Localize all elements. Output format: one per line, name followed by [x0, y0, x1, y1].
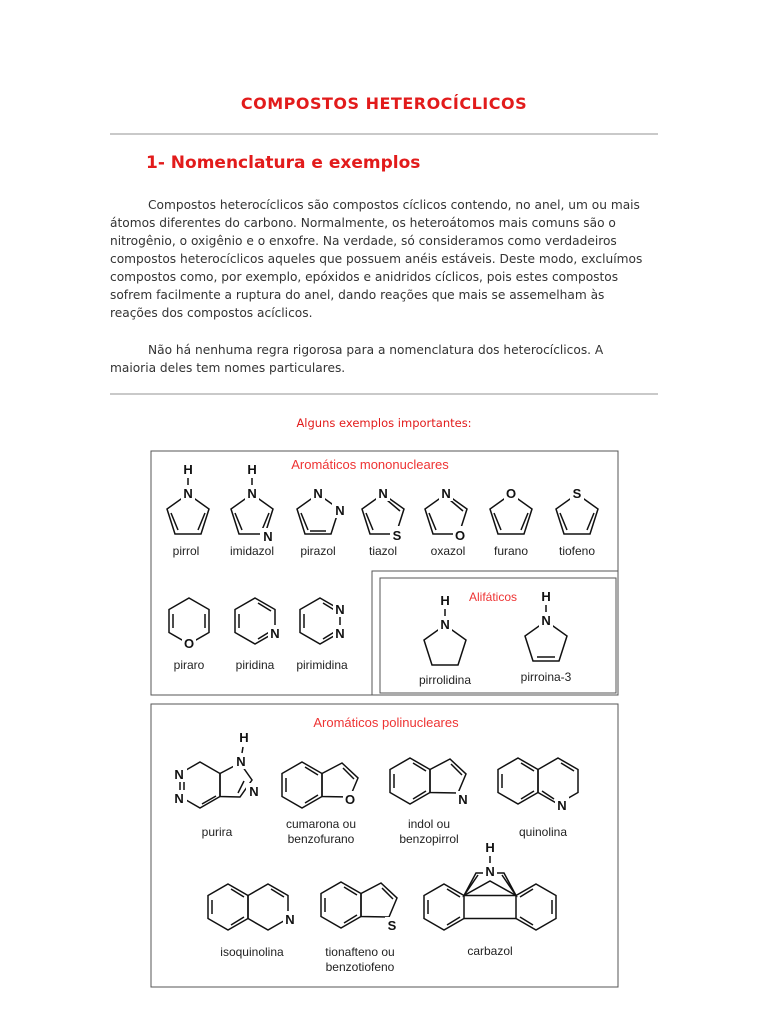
section-heading: 1- Nomenclatura e exemplos: [146, 153, 421, 173]
atom-h: H: [440, 593, 450, 608]
atom-n: N: [236, 754, 246, 769]
atom-s: S: [392, 528, 402, 543]
atom-n: N: [285, 912, 295, 927]
atom-h: H: [183, 462, 193, 477]
piraro-structure: [169, 598, 209, 651]
tiofeno-structure: [556, 485, 598, 534]
paragraph-2: Não há nenhuma regra rigorosa para a nomenclatura dos heterocíclicos. A maioria deles tem nomes particulares.: [110, 343, 604, 375]
atom-o: O: [183, 636, 195, 651]
atom-s: S: [387, 918, 397, 933]
aliphatic-title: Alifáticos: [468, 590, 518, 604]
indol-label-1: indol ou: [407, 817, 451, 831]
isoquinolina-label: isoquinolina: [220, 945, 284, 959]
carbazol-structure: [424, 840, 556, 930]
pirrolidina-label: pirrolidina: [418, 673, 472, 687]
tiofeno-label: tiofeno: [558, 544, 596, 558]
atom-n: N: [378, 486, 388, 501]
imidazol-label: imidazol: [229, 544, 275, 558]
quinolina-label: quinolina: [518, 825, 568, 839]
pirroina-label: pirroina-3: [520, 670, 572, 684]
atom-n: N: [440, 617, 450, 632]
atom-h: H: [541, 589, 551, 604]
mononuclear-title: Aromáticos mononucleares: [291, 457, 449, 472]
pirimidina-label: pirimidina: [296, 658, 348, 672]
atom-n: N: [263, 529, 273, 544]
carbazol-label: carbazol: [467, 944, 513, 958]
furano-label: furano: [493, 544, 529, 558]
atom-n: N: [174, 767, 184, 782]
atom-n: N: [441, 486, 451, 501]
atom-o: O: [505, 486, 517, 501]
cumarona-label-2: benzofurano: [287, 832, 355, 846]
cumarona-structure: [282, 762, 358, 808]
piridina-label: piridina: [235, 658, 275, 672]
atom-o: O: [454, 528, 466, 543]
tionafteno-label-2: benzotiofeno: [325, 960, 395, 974]
quinolina-structure: [498, 758, 578, 813]
purina-structure: [173, 730, 260, 808]
purina-label: purira: [201, 825, 233, 839]
atom-n: N: [458, 792, 468, 807]
atom-n: N: [335, 602, 345, 617]
atom-n: N: [485, 864, 495, 879]
atom-s: S: [572, 486, 582, 501]
atom-n: N: [335, 503, 345, 518]
atom-n: N: [249, 784, 259, 799]
pirimidina-structure: [300, 598, 347, 644]
atom-h: H: [485, 840, 495, 855]
page-title: COMPOSTOS HETEROCÍCLICOS: [240, 94, 528, 113]
indol-label-2: benzopirrol: [399, 832, 459, 846]
atom-n: N: [247, 486, 257, 501]
indol-structure: [390, 758, 470, 807]
atom-h: H: [247, 462, 257, 477]
atom-n: N: [174, 791, 184, 806]
atom-n: N: [335, 626, 345, 641]
oxazol-label: oxazol: [430, 544, 466, 558]
tionafteno-label-1: tionafteno ou: [325, 945, 395, 959]
pirazol-structure: [297, 485, 346, 534]
paragraph-1: Compostos heterocíclicos são compostos cíclicos contendo, no anel, um ou mais átomos diferentes do carbono. Normalmente, os heteroátomos mais comuns são o nitrogênio, o oxigênio e o enxofre. Na verdade, só consideramos como verdadeiros compostos heterocíclicos aqueles que possuem anéis estáveis. Deste modo, excluímos compostos como, por exemplo, epóxidos e anidridos cíclicos, pois estes compostos sofrem facilmente a ruptura do anel, dando reações que mais se assemelham às reações dos compostos acíclicos.: [110, 198, 643, 320]
figure-caption: Alguns exemplos importantes:: [296, 416, 472, 430]
atom-n: N: [183, 486, 193, 501]
piraro-label: piraro: [173, 658, 205, 672]
pirrol-structure: [167, 462, 209, 534]
atom-n: N: [313, 486, 323, 501]
cumarona-label-1: cumarona ou: [285, 817, 357, 831]
pirazol-label: pirazol: [300, 544, 336, 558]
tiazol-structure: [362, 485, 404, 543]
atom-n: N: [270, 626, 280, 641]
tionafteno-structure: [321, 882, 399, 933]
piridina-structure: [235, 598, 282, 644]
polynuclear-title: Aromáticos polinucleares: [313, 715, 459, 730]
furano-structure: [490, 485, 532, 534]
isoquinolina-structure: [208, 884, 297, 930]
pirrol-label: pirrol: [172, 544, 200, 558]
atom-n: N: [557, 798, 567, 813]
atom-h: H: [239, 730, 249, 745]
tiazol-label: tiazol: [368, 544, 398, 558]
atom-o: O: [344, 792, 356, 807]
oxazol-structure: [425, 485, 467, 543]
atom-n: N: [541, 613, 551, 628]
imidazol-structure: [231, 462, 274, 544]
